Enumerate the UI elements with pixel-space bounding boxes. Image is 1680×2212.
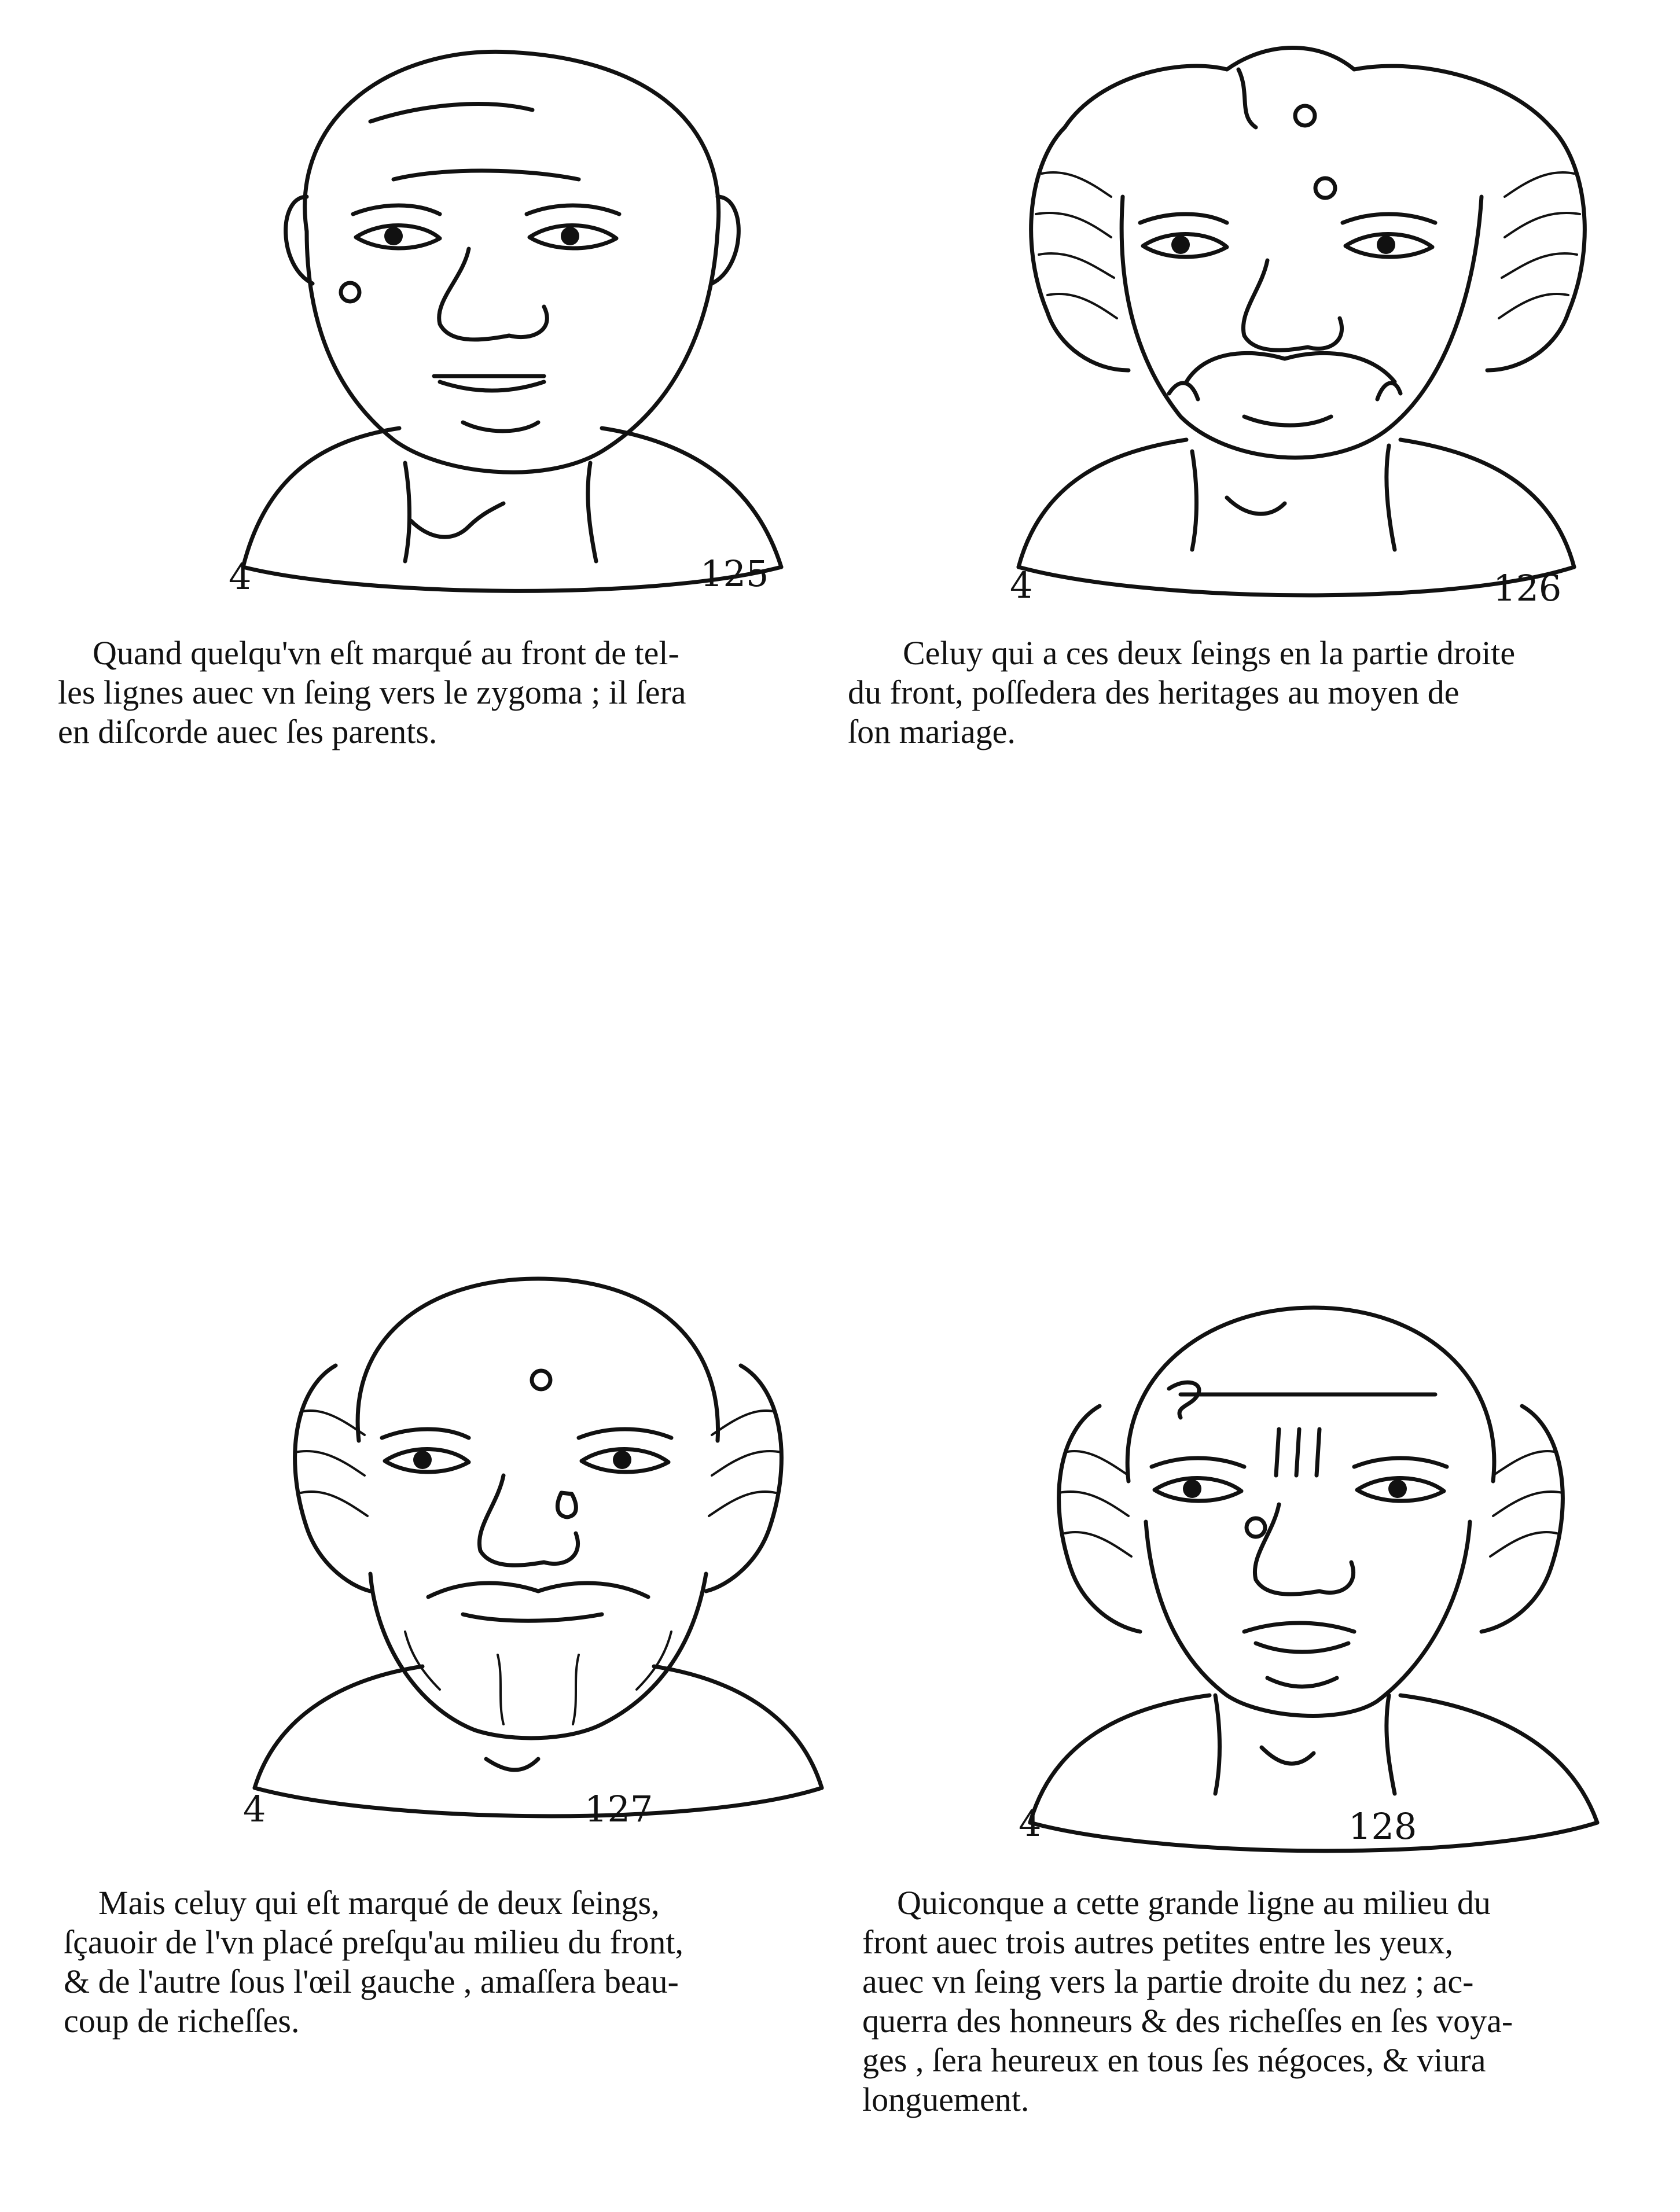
caption-127-line-3: & de l'autre ſous l'œil gauche , amaſſera beau- bbox=[64, 1963, 679, 2000]
head-illustration-128 bbox=[1007, 1290, 1632, 1869]
caption-128-line-5: ges , ſera heureux en tous ſes négoces, & viura bbox=[862, 2041, 1486, 2079]
caption-125-line-2: les lignes auec vn ſeing vers le zygoma ; il ſera bbox=[58, 673, 686, 711]
caption-126 bbox=[848, 634, 1629, 752]
caption-128-line-6: longuement. bbox=[862, 2081, 1030, 2118]
head-illustration-125 bbox=[220, 23, 822, 608]
caption-125-line-3: en diſcorde auec ſes parents. bbox=[58, 713, 438, 750]
caption-126-line-1: Celuy qui a ces deux ſeings en la partie droite bbox=[903, 634, 1516, 672]
head-illustration-126 bbox=[995, 23, 1620, 619]
caption-128-line-1: Quiconque a cette grande ligne au milieu du bbox=[897, 1884, 1491, 1922]
head-illustration-127 bbox=[231, 1250, 856, 1840]
figure-126-curly-head bbox=[995, 23, 1620, 619]
figure-125-label-left: 4 bbox=[229, 555, 252, 598]
caption-125-line-1: Quand quelqu'vn eſt marqué au front de tel- bbox=[93, 634, 679, 672]
figure-126-label-left: 4 bbox=[1010, 564, 1033, 606]
caption-128-line-3: auec vn ſeing vers la partie droite du nez ; ac- bbox=[862, 1963, 1474, 2000]
figure-128-label-left: 4 bbox=[1019, 1802, 1042, 1845]
figure-128-number: 128 bbox=[1348, 1805, 1417, 1847]
caption-128 bbox=[862, 1883, 1644, 2119]
figure-128-lined-forehead-head bbox=[1007, 1290, 1632, 1869]
figure-127-number: 127 bbox=[584, 1788, 653, 1830]
caption-126-line-2: du front, poſſedera des heritages au moyen de bbox=[848, 673, 1460, 711]
caption-127 bbox=[64, 1883, 822, 2041]
caption-126-line-3: ſon mariage. bbox=[848, 713, 1016, 750]
caption-127-line-2: ſçauoir de l'vn placé preſqu'au milieu du front, bbox=[64, 1923, 683, 1961]
figure-125-number: 125 bbox=[700, 553, 769, 595]
caption-127-line-4: coup de richeſſes. bbox=[64, 2002, 300, 2040]
figure-127-bearded-head bbox=[231, 1250, 856, 1840]
caption-125 bbox=[58, 634, 816, 752]
caption-128-line-4: querra des honneurs & des richeſſes en ſes voya- bbox=[862, 2002, 1513, 2040]
caption-127-line-1: Mais celuy qui eſt marqué de deux ſeings, bbox=[98, 1884, 660, 1922]
caption-128-line-2: front auec trois autres petites entre les yeux, bbox=[862, 1923, 1454, 1961]
figure-126-number: 126 bbox=[1493, 567, 1562, 609]
figure-127-label-left: 4 bbox=[243, 1788, 266, 1830]
figure-125-bald-head bbox=[220, 23, 822, 608]
